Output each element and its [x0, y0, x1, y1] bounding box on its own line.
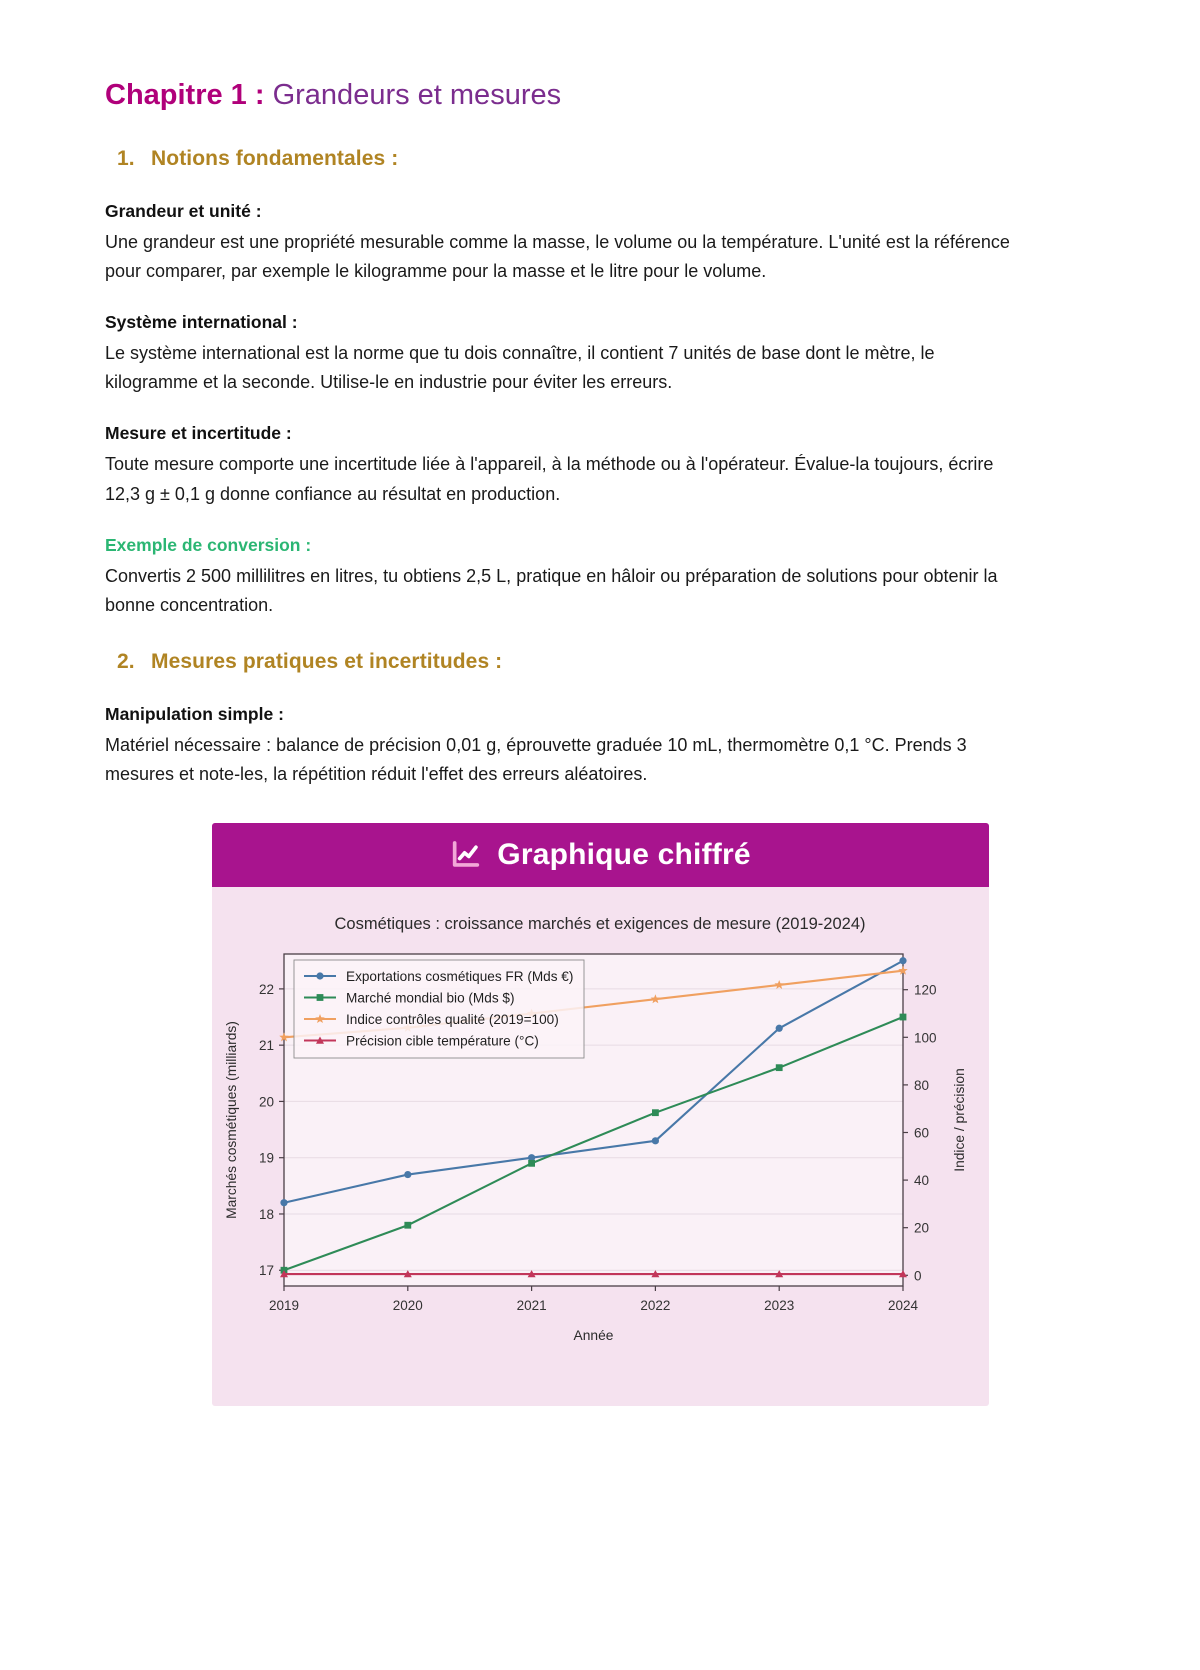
chart-plot-area [212, 938, 989, 1378]
block-grandeur-unite [105, 201, 1095, 286]
sub-heading-mesure-incertitude: Mesure et incertitude : [105, 423, 292, 444]
tick-label-left: 17 [258, 1263, 274, 1279]
section-number-1: 1. [117, 146, 135, 170]
section-heading-1 [105, 147, 1095, 171]
chart-card [212, 823, 989, 1406]
tick-label-left: 22 [258, 982, 274, 998]
tick-label-x: 2019 [268, 1298, 299, 1314]
sub-heading-grandeur-unite: Grandeur et unité : [105, 200, 262, 221]
x-axis-title: Année [573, 1328, 613, 1344]
tick-label-x: 2022 [639, 1298, 670, 1314]
sub-heading-manipulation-simple: Manipulation simple : [105, 704, 284, 725]
chart-card-banner [212, 823, 989, 887]
page-title [105, 78, 1095, 113]
section-heading-2 [105, 650, 1095, 674]
tick-label-x: 2023 [763, 1298, 794, 1314]
tick-label-x: 2024 [887, 1298, 918, 1314]
tick-label-right: 80 [913, 1078, 929, 1094]
section-title-1: Notions fondamentales : [151, 146, 399, 170]
legend-label: Marché mondial bio (Mds $) [345, 990, 514, 1006]
block-manipulation-simple [105, 704, 1095, 789]
tick-label-right: 40 [913, 1173, 929, 1189]
data-point [651, 1138, 658, 1145]
data-point [528, 1160, 535, 1167]
chapter-label: Chapitre 1 : [105, 79, 265, 111]
data-point [404, 1222, 411, 1229]
tick-label-right: 60 [913, 1125, 929, 1141]
line-chart-icon [449, 838, 483, 872]
chart-legend [294, 960, 584, 1058]
paragraph-exemple-conversion: Convertis 2 500 millilitres en litres, tu obtiens 2,5 L, pratique en hâloir ou préparation de solutions pour obtenir la bonne concentration. [105, 565, 998, 615]
tick-label-right: 20 [913, 1221, 929, 1237]
data-point [775, 1065, 782, 1072]
data-point [316, 973, 323, 980]
tick-label-right: 0 [913, 1268, 922, 1284]
tick-label-x: 2020 [392, 1298, 423, 1314]
sub-heading-systeme-international: Système international : [105, 312, 298, 333]
section-title-2: Mesures pratiques et incertitudes : [151, 650, 503, 674]
y-axis-title-right: Indice / précision [951, 1068, 967, 1173]
data-point [775, 1025, 782, 1032]
section-number-2: 2. [117, 650, 135, 674]
tick-label-left: 20 [258, 1094, 274, 1110]
y-axis-title-left: Marchés cosmétiques (milliards) [223, 1021, 239, 1220]
paragraph-mesure-incertitude: Toute mesure comporte une incertitude liée à l'appareil, à la méthode ou à l'opérateur. Évalue-la toujours, écrire 12,3 g ± 0,1 g donne confiance au résultat en production. [105, 454, 994, 504]
sub-heading-exemple-conversion: Exemple de conversion : [105, 534, 312, 555]
tick-label-left: 18 [258, 1207, 274, 1223]
legend-label: Précision cible température (°C) [345, 1033, 539, 1049]
legend-label: Indice contrôles qualité (2019=100) [345, 1012, 559, 1028]
data-point [899, 1014, 906, 1021]
block-systeme-international [105, 312, 1095, 397]
tick-label-right: 100 [913, 1030, 937, 1046]
line-chart-svg [212, 938, 989, 1368]
block-mesure-incertitude [105, 423, 1095, 508]
block-exemple-conversion [105, 535, 1095, 620]
legend-label: Exportations cosmétiques FR (Mds €) [345, 969, 573, 985]
paragraph-manipulation-simple: Matériel nécessaire : balance de précision 0,01 g, éprouvette graduée 10 mL, thermomètre 0,1 °C. Prends 3 mesures et note-les, la répétition réduit l'effet des erreurs aléatoires. [105, 735, 967, 785]
tick-label-left: 19 [258, 1151, 274, 1167]
chart-card-title: Graphique chiffré [497, 838, 751, 872]
data-point [899, 958, 906, 965]
chapter-subject: Grandeurs et mesures [264, 79, 562, 111]
chart-title: Cosmétiques : croissance marchés et exigences de mesure (2019-2024) [334, 915, 866, 934]
tick-label-left: 21 [258, 1038, 274, 1054]
data-point [316, 994, 323, 1001]
data-point [652, 1110, 659, 1117]
data-point [404, 1171, 411, 1178]
paragraph-systeme-international: Le système international est la norme que tu dois connaître, il contient 7 unités de base dont le mètre, le kilogramme et la seconde. Utilise-le en industrie pour éviter les erreurs. [105, 343, 935, 393]
tick-label-x: 2021 [516, 1298, 547, 1314]
data-point [280, 1199, 287, 1206]
paragraph-grandeur-unite: Une grandeur est une propriété mesurable comme la masse, le volume ou la température. L'unité est la référence pour comparer, par exemple le kilogramme pour la masse et le litre pour le volume. [105, 231, 1010, 281]
tick-label-right: 120 [913, 983, 937, 999]
chart-body [212, 887, 989, 1406]
